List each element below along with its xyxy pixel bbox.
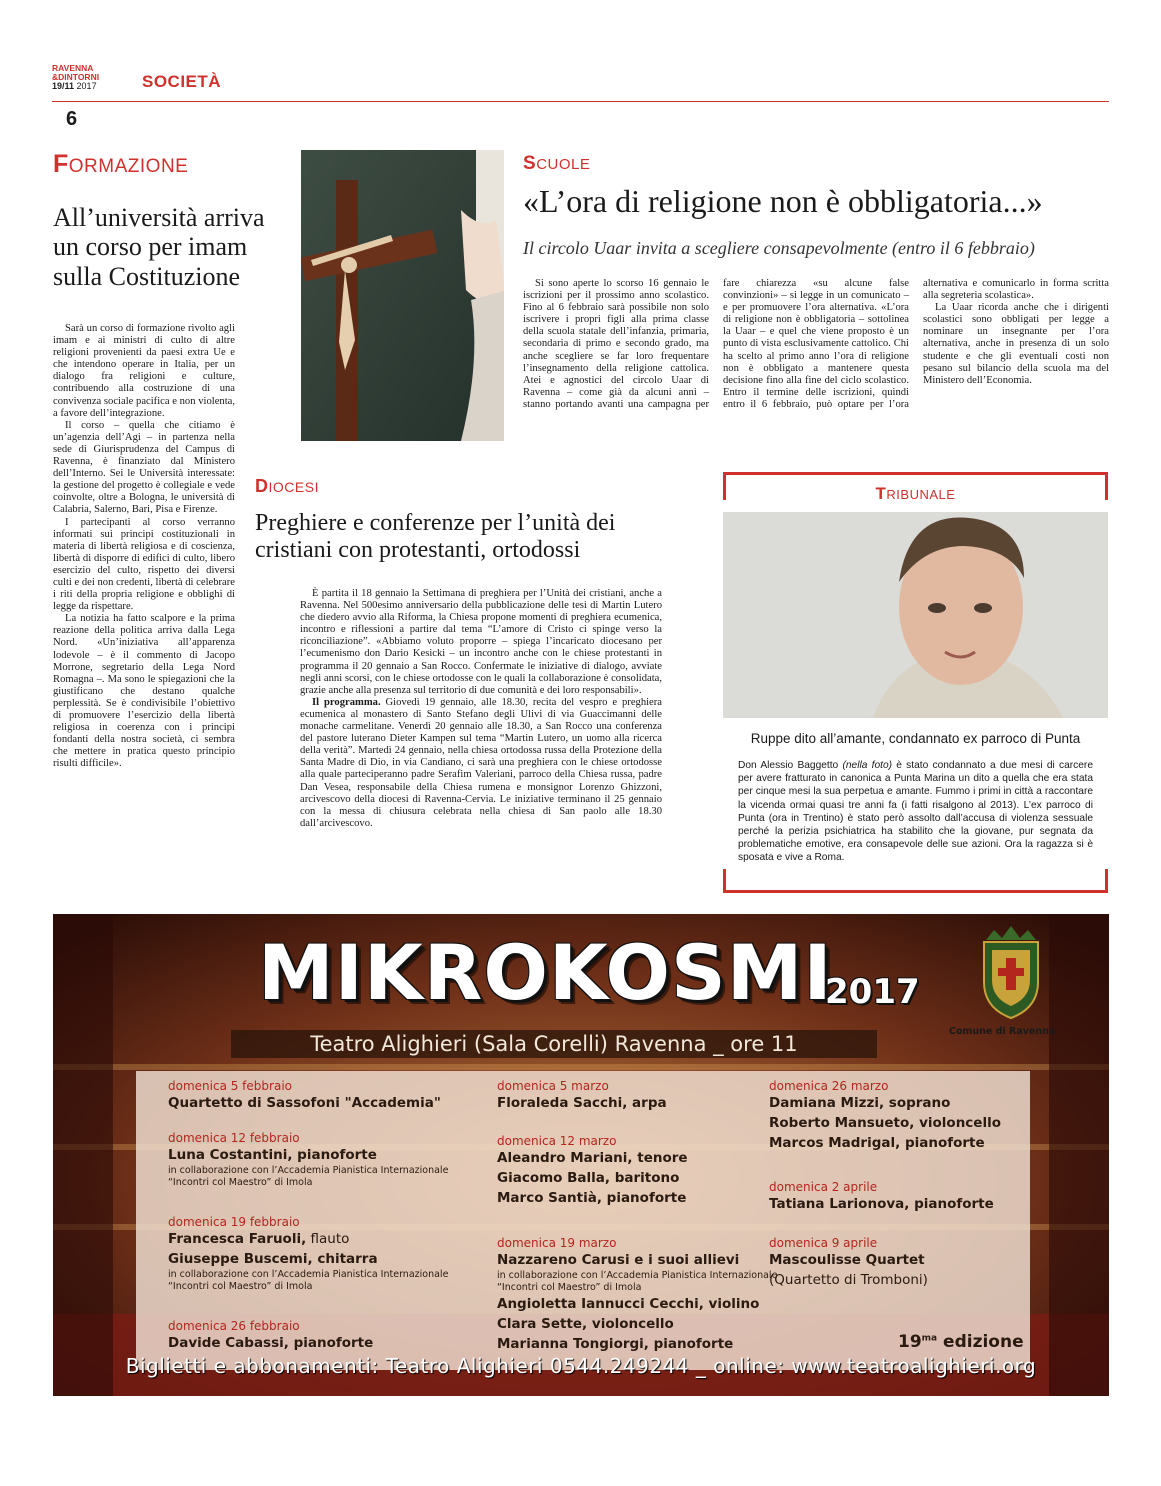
- ad-year: 2017: [825, 972, 920, 1012]
- formazione-paragraph: I partecipanti al corso verranno informati sui principi costituzionali in materia di libertà religiosa e di coscienza, libertà di disporre di edifici di culto, libero esercizio del culto, rispetto dei diversi culti e dei non credenti, libertà di celebrare i riti della propria religione e obblighi di legge da rispettare.: [53, 516, 235, 613]
- performer-instrument: tenore: [632, 1150, 688, 1166]
- event-item: [769, 1236, 1019, 1290]
- crucifix-photo: [301, 150, 504, 441]
- priest-portrait-image: [723, 512, 1108, 718]
- tribunale-body: [738, 759, 1093, 865]
- issue-year: 2017: [76, 81, 97, 91]
- scuole-paragraph: Si sono aperte lo scorso 16 gennaio le iscrizioni per il prossimo anno scolastico. Fino al 6 febbraio sarà possibile non solo iscrivere i propri figli alla prima classe della scuola statale dell’infanzia, primaria, secondaria di primo e secondo grado, ma anche scegliere se far loro frequentare l’insegnamento della religione cattolica. Atei e agnostici del circolo Uaar di Ravenna – come già da alcuni anni – stanno portando avanti una campagna per fare chiarezza «su alcune false convinzioni» – si legge in un comunicato – e per promuovere l’ora alternativa. «L’ora di religione non è obbligatoria – sottolinea la Uaar – e quel che viene proposto è un punto di vista esclusivamente cattolico. Chi ha scelto al primo anno l’ora di religione non è obbligato a mantenere questa decisione fino alla fine del ciclo scolastico. Entro il termine delle iscrizioni, quindi entro il 6 febbraio, può optare per l’ora alternativa e comunicarlo in forma scritta alla segreteria scolastica».: [523, 278, 1109, 410]
- diocesi-program-label: Il programma.: [312, 696, 381, 708]
- issue-date-line: [52, 82, 99, 91]
- collab-note: in collaborazione con l’Accademia Pianistica Internazionale “Incontri col Maestro” di Imola: [497, 1270, 778, 1293]
- issue-date: 19/11: [52, 81, 75, 91]
- event-performer: [168, 1145, 488, 1165]
- diocesi-kicker-initial: D: [255, 476, 269, 496]
- event-performer: [769, 1133, 1019, 1153]
- priest-photo: [723, 512, 1108, 718]
- formazione-kicker-initial: F: [53, 150, 69, 178]
- performer-name: Marcos Madrigal,: [769, 1135, 901, 1151]
- comune-label: Comune di Ravenna: [949, 1026, 1056, 1037]
- formazione-headline: All’università arriva un corso per imam sulla Costituzione: [53, 203, 265, 291]
- masthead-line2: &DINTORNI: [52, 72, 100, 82]
- event-performer: Quartetto di Sassofoni "Accademia": [168, 1095, 441, 1111]
- section-title: SOCIETÀ: [142, 72, 222, 91]
- event-date: domenica 12 febbraio: [168, 1131, 300, 1145]
- event-item: [497, 1134, 797, 1208]
- scuole-kicker-initial: S: [523, 153, 537, 174]
- diocesi-headline: Preghiere e conferenze per l’unità dei cristiani con protestanti, ortodossi: [255, 510, 616, 564]
- edition-word: edizione: [943, 1332, 1024, 1352]
- performer-instrument: arpa: [627, 1095, 667, 1111]
- event-date: domenica 26 febbraio: [168, 1319, 300, 1333]
- event-performer-note: (Quartetto di Tromboni): [769, 1272, 928, 1288]
- collab-note: in collaborazione con l’Accademia Pianistica Internazionale “Incontri col Maestro” di Imola: [168, 1165, 449, 1188]
- formazione-kicker: [53, 150, 188, 179]
- performer-instrument: pianoforte: [292, 1147, 377, 1163]
- diocesi-kicker: [255, 476, 319, 497]
- performer-instrument: violino: [703, 1296, 760, 1312]
- performer-instrument: chitarra: [312, 1251, 378, 1267]
- tribunale-body-italic: (nella foto): [842, 760, 893, 771]
- formazione-body: [53, 323, 235, 770]
- event-item: [168, 1131, 488, 1189]
- formazione-paragraph: Il corso – quella che citiamo è un’agenzia dell’Agi – in partenza nella sede di Giurisprudenza del Campus di Ravenna, è finanziato dal Ministero dell’Interno. Sei le Università interessate: la gestione del progetto è collegiale e vede coinvolte, oltre a Bologna, le università di Calabria, Salerno, Bari, Pisa e Firenze.: [53, 419, 235, 516]
- event-performer: [168, 1249, 488, 1269]
- scuole-headline: «L’ora di religione non è obbligatoria...»: [523, 183, 1043, 219]
- masthead: [52, 64, 99, 91]
- tribunale-kicker-rest: RIBUNALE: [886, 487, 956, 502]
- event-date: domenica 19 marzo: [497, 1236, 617, 1250]
- event-performer: [497, 1168, 797, 1188]
- formazione-paragraph: Sarà un corso di formazione rivolto agli imam e ai ministri di culto di altre religioni provenienti da paesi extra Ue e che intendono operare in Italia, per un dialogo fra religioni e culture, contribuendo alla costruzione di una convivenza sociale pacifica e non violenta, a favore dell’integrazione.: [53, 323, 235, 419]
- page-number: 6: [66, 108, 78, 130]
- performer-name: Luna Costantini,: [168, 1147, 293, 1163]
- tribunale-kicker-initial: T: [875, 484, 887, 503]
- event-date: domenica 5 marzo: [497, 1079, 609, 1093]
- event-item: [168, 1215, 488, 1293]
- comune-crest-icon: [978, 924, 1044, 1022]
- scuole-kicker: [523, 153, 590, 175]
- scuole-subheadline: Il circolo Uaar invita a scegliere consapevolmente (entro il 6 febbraio): [523, 238, 1035, 258]
- diocesi-program-text: Giovedì 19 gennaio, alle 18.30, recita del vespro e preghiera ecumenica al monastero di Santo Stefano degli Ulivi di via Guaccimanni delle monache carmelitane. Venerdì 20 gennaio alle 18.30, a San Rocco una conferenza del pastore luterano Dieter Kampen sul tema “Martin Lutero, un uomo alla ricerca della verità”. Martedì 24 gennaio, nella chiesa ortodossa russa della Protezione della Santa Madre di Dio, in via Candiano, ci sarà una preghiera con le chiese ortodosse alla quale parteciperanno padre Serafim Valeriani, parroco della Chiesa russa, padre Dan Vesea, responsabile della Chiesa rumena e monsignor Lorenzo Ghizzoni, arcivescovo della diocesi di Ravenna-Cervia. Le iniziative terminano il 25 gennaio con la messa di chiusura celebrata nella chiesa di San paolo alle 18.30 dall’arcivescovo.: [300, 696, 662, 829]
- tribunale-headline: Ruppe dito all’amante, condannato ex parroco di Punta: [750, 731, 1081, 746]
- formazione-paragraph: La notizia ha fatto scalpore e la prima reazione della politica arriva dalla Lega Nord. «Un’iniziativa all’apparenza lodevole – è il commento di Jacopo Morrone, segretario della Lega Nord Romagna –. Ma sono le spiegazioni che la giustificano che destano qualche perplessità. Se è condivisibile l’obiettivo di promuovere l’esercizio della libertà religiosa in coerenza con i principi fondanti della nostra società, ci sembra che mettere in pratica questo principio risulti difficile».: [53, 613, 235, 770]
- performer-instrument: pianoforte: [648, 1336, 734, 1352]
- ad-footer-tickets: Biglietti e abbonamenti: Teatro Alighieri 0544.249244 _ online: www.teatroalighieri.org: [125, 1354, 1037, 1378]
- performer-instrument: violoncello: [914, 1115, 1001, 1131]
- crucifix-image: [301, 150, 504, 441]
- event-performer: [769, 1194, 1019, 1214]
- event-performer: [497, 1334, 817, 1354]
- event-item: [769, 1079, 1019, 1153]
- diocesi-paragraph: È partita il 18 gennaio la Settimana di preghiera per l’Unità dei cristiani, anche a Ravenna. Nel 500esimo anniversario della pubblicazione delle tesi di Martin Lutero che diedero avvio alla Riforma, la Chiesa propone momenti di preghiera ecumenica, incontro e riflessioni a partire dal tema “L’amore di Cristo ci spinge verso la riconciliazione”. «Abbiamo voluto proporre – spiega l’incaricato diocesano per l’ecumenismo don Dario Kesicki – un incontro anche con le chiese protestanti in programma il 20 gennaio a San Rocco. Confermate le iniziative di dialogo, avviate negli anni scorsi, con le chiese ortodosse con le quali la collaborazione è consolidata, grazie anche alla presenza sul territorio di due comunità e dei loro responsabili».: [300, 588, 662, 696]
- event-item: [168, 1079, 488, 1113]
- performer-name: Aleandro Mariani,: [497, 1150, 633, 1166]
- performer-name: Roberto Mansueto,: [769, 1115, 915, 1131]
- performer-name: Davide Cabassi,: [168, 1335, 289, 1351]
- tribunale-body-start: Don Alessio Baggetto: [738, 760, 843, 771]
- scuole-body: [523, 278, 1109, 446]
- performer-name: Giuseppe Buscemi,: [168, 1251, 313, 1267]
- event-performer: [168, 1333, 488, 1353]
- event-performer: Mascoulisse Quartet: [769, 1252, 925, 1268]
- event-performer: [769, 1113, 1019, 1133]
- performer-name: Floraleda Sacchi,: [497, 1095, 628, 1111]
- performer-instrument: pianoforte: [601, 1190, 687, 1206]
- performer-name: Clara Sette,: [497, 1316, 588, 1332]
- ad-venue: Teatro Alighieri (Sala Corelli) Ravenna _ ore 11: [231, 1030, 877, 1058]
- diocesi-body: [300, 588, 662, 830]
- event-performer: [497, 1314, 817, 1334]
- event-date: domenica 26 marzo: [769, 1079, 889, 1093]
- performer-name: Angioletta Iannucci Cecchi,: [497, 1296, 704, 1312]
- event-performer: [497, 1093, 797, 1113]
- performer-name: Francesca Faruoli,: [168, 1231, 307, 1247]
- collab-note: in collaborazione con l’Accademia Pianistica Internazionale “Incontri col Maestro” di Imola: [168, 1269, 449, 1292]
- performer-name: Giacomo Balla,: [497, 1170, 611, 1186]
- tribunale-body-rest: è stato condannato a due mesi di carcere per avere fratturato in canonica a Punta Marina un dito a quella che era stata per cinque mesi la sua perpetua e amante. Fummo i primi in città a raccontare la vicenda ormai quasi tre anni fa (i fatti risalgono al 2013). L’ex parroco di Punta (ora in Trentino) è stato però assolto dall’accusa di violenza sessuale perché la perizia psichiatrica ha stabilito che la giovane, pur segnata da problematiche emotive, era consapevole delle sue azioni. Ora la ragazza si è sposata e vive a Roma.: [738, 760, 1093, 864]
- performer-name: Tatiana Larionova,: [769, 1196, 910, 1212]
- event-date: domenica 9 aprile: [769, 1236, 878, 1250]
- performer-name: Marco Santià,: [497, 1190, 602, 1206]
- performer-name: Marianna Tongiorgi,: [497, 1336, 649, 1352]
- event-performer: [497, 1148, 797, 1168]
- performer-instrument: violoncello: [587, 1316, 674, 1332]
- event-performer: [769, 1093, 1019, 1113]
- event-item: [497, 1079, 797, 1113]
- edition-label: [898, 1332, 1024, 1352]
- performer-instrument: flauto: [306, 1231, 350, 1247]
- event-date: domenica 19 febbraio: [168, 1215, 300, 1229]
- mikrokosmi-ad: [53, 914, 1109, 1396]
- masthead-line1: RAVENNA: [52, 63, 94, 73]
- edition-number: 19: [898, 1332, 922, 1352]
- event-performer: [168, 1229, 488, 1249]
- scuole-paragraph: La Uaar ricorda anche che i dirigenti scolastici sono obbligati per legge a nominare un insegnante per l’ora alternativa, anche in presenza di un solo studente e che gli eventuali costi non pesano sul bilancio della scuola ma del Ministero dell’Economia.: [923, 302, 1109, 386]
- performer-instrument: soprano: [884, 1095, 951, 1111]
- performer-name: Damiana Mizzi,: [769, 1095, 885, 1111]
- event-item: [769, 1180, 1019, 1214]
- scuole-kicker-rest: CUOLE: [536, 156, 591, 173]
- diocesi-kicker-rest: IOCESI: [268, 479, 319, 495]
- tribunale-kicker: [723, 484, 1108, 504]
- edition-sup: ma: [921, 1333, 938, 1344]
- performer-instrument: baritono: [610, 1170, 680, 1186]
- diocesi-program-paragraph: [300, 697, 662, 830]
- event-performer: [497, 1188, 797, 1208]
- event-date: domenica 12 marzo: [497, 1134, 617, 1148]
- header-rule: [52, 101, 1109, 102]
- event-performer: Nazzareno Carusi e i suoi allievi: [497, 1252, 740, 1268]
- event-date: domenica 5 febbraio: [168, 1079, 292, 1093]
- performer-instrument: pianoforte: [900, 1135, 985, 1151]
- event-date: domenica 2 aprile: [769, 1180, 878, 1194]
- event-item: [168, 1319, 488, 1353]
- ad-title: MIKROKOSMI: [258, 928, 833, 1017]
- performer-instrument: pianoforte: [909, 1196, 994, 1212]
- performer-instrument: pianoforte: [288, 1335, 374, 1351]
- event-performer: [497, 1294, 817, 1314]
- formazione-kicker-rest: ORMAZIONE: [68, 156, 189, 177]
